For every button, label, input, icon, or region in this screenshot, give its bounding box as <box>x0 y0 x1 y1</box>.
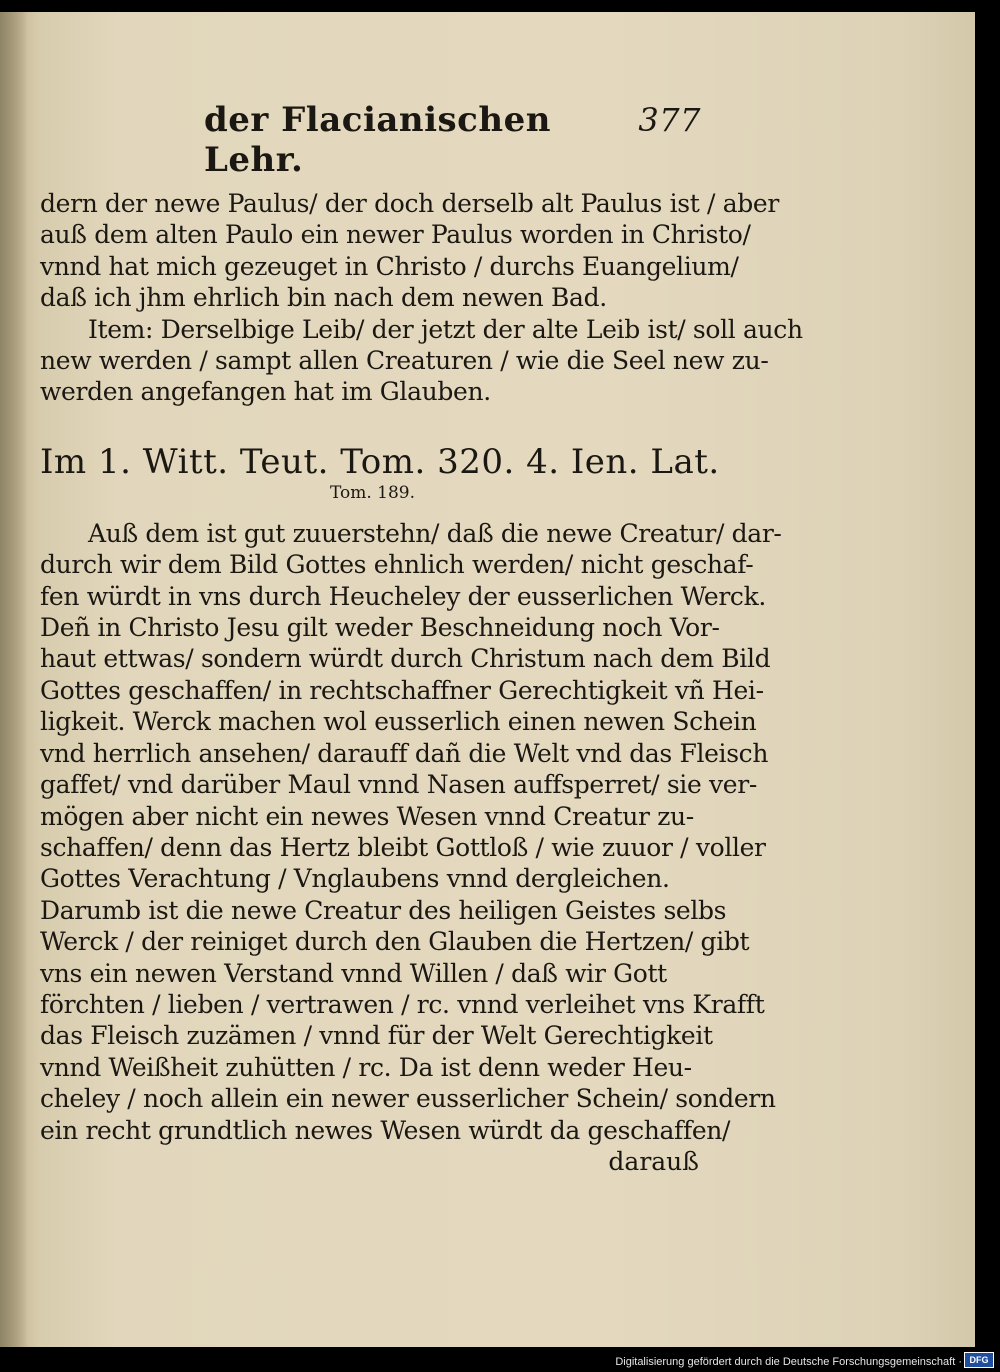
text-line: Gottes Verachtung / Vnglaubens vnnd dergleichen. <box>40 864 670 894</box>
text-line: werden angefangen hat im Glauben. <box>40 377 491 407</box>
text-line: Werck / der reiniget durch den Glauben die Hertzen/ gibt <box>40 927 750 957</box>
page-text <box>40 100 803 1177</box>
text-line: Gottes geschaffen/ in rechtschaffner Gerechtigkeit vñ Hei- <box>40 675 764 705</box>
paragraph-3 <box>40 518 782 1146</box>
catchword: darauß <box>608 1146 699 1176</box>
text-line: haut ettwas/ sondern würdt durch Christum nach dem Bild <box>40 644 771 674</box>
text-line: Deñ in Christo Jesu gilt weder Beschneidung noch Vor- <box>40 613 720 643</box>
text-line: new werden / sampt allen Creaturen / wie die Seel new zu- <box>40 346 769 376</box>
text-line: durch wir dem Bild Gottes ehnlich werden/ nicht geschaf- <box>40 550 754 580</box>
running-head-title: der Flacianischen Lehr. <box>204 100 551 180</box>
text-line: Auß dem ist gut zuuerstehn/ daß die newe Creatur/ dar- <box>88 518 782 548</box>
digitization-credit: Digitalisierung gefördert durch die Deutsche Forschungsgemeinschaft · <box>615 1356 962 1368</box>
dfg-logo: DFG <box>964 1352 994 1368</box>
page-number: 377 <box>638 101 701 139</box>
section-heading: Im 1. Witt. Teut. Tom. 320. 4. Ien. Lat. <box>40 441 720 482</box>
text-line: schaffen/ denn das Hertz bleibt Gottloß / wie zuuor / voller <box>40 832 766 862</box>
text-line: dern der newe Paulus/ der doch derselb alt Paulus ist / aber <box>40 189 779 218</box>
text-line: vnnd hat mich gezeuget in Christo / durchs Euangelium/ <box>40 251 739 281</box>
text-line: vnnd Weißheit zuhütten / rc. Da ist denn weder Heu- <box>40 1052 692 1082</box>
paragraph-1 <box>40 188 779 314</box>
text-line: vnd herrlich ansehen/ darauff dañ die Welt vnd das Fleisch <box>40 738 769 768</box>
text-line: daß ich jhm ehrlich bin nach dem newen Bad. <box>40 283 607 313</box>
page-gutter <box>0 12 28 1347</box>
text-line: cheley / noch allein ein newer eusserlicher Schein/ sondern <box>40 1084 776 1114</box>
text-line: das Fleisch zuzämen / vnnd für der Welt Gerechtigkeit <box>40 1021 713 1051</box>
running-head <box>204 100 705 180</box>
text-line: fen würdt in vns durch Heucheley der eusserlichen Werck. <box>40 581 766 611</box>
book-page <box>0 12 975 1347</box>
section-subheading: Tom. 189. <box>329 482 416 503</box>
text-line: ein recht grundtlich newes Wesen würdt da geschaffen/ <box>40 1115 731 1145</box>
text-line: mögen aber nicht ein newes Wesen vnnd Creatur zu- <box>40 801 694 831</box>
text-line: Item: Derselbige Leib/ der jetzt der alte Leib ist/ soll auch <box>88 314 803 344</box>
paragraph-2 <box>40 314 803 408</box>
text-line: gaffet/ vnd darüber Maul vnnd Nasen auffsperret/ sie ver- <box>40 770 757 800</box>
text-line: auß dem alten Paulo ein newer Paulus worden in Christo/ <box>40 220 751 250</box>
text-line: Darumb ist die newe Creatur des heiligen Geistes selbs <box>40 895 727 925</box>
text-line: vns ein newen Verstand vnnd Willen / daß wir Gott <box>40 958 667 988</box>
text-line: ligkeit. Werck machen wol eusserlich einen newen Schein <box>40 707 757 737</box>
text-line: förchten / lieben / vertrawen / rc. vnnd verleihet vns Krafft <box>40 989 765 1019</box>
